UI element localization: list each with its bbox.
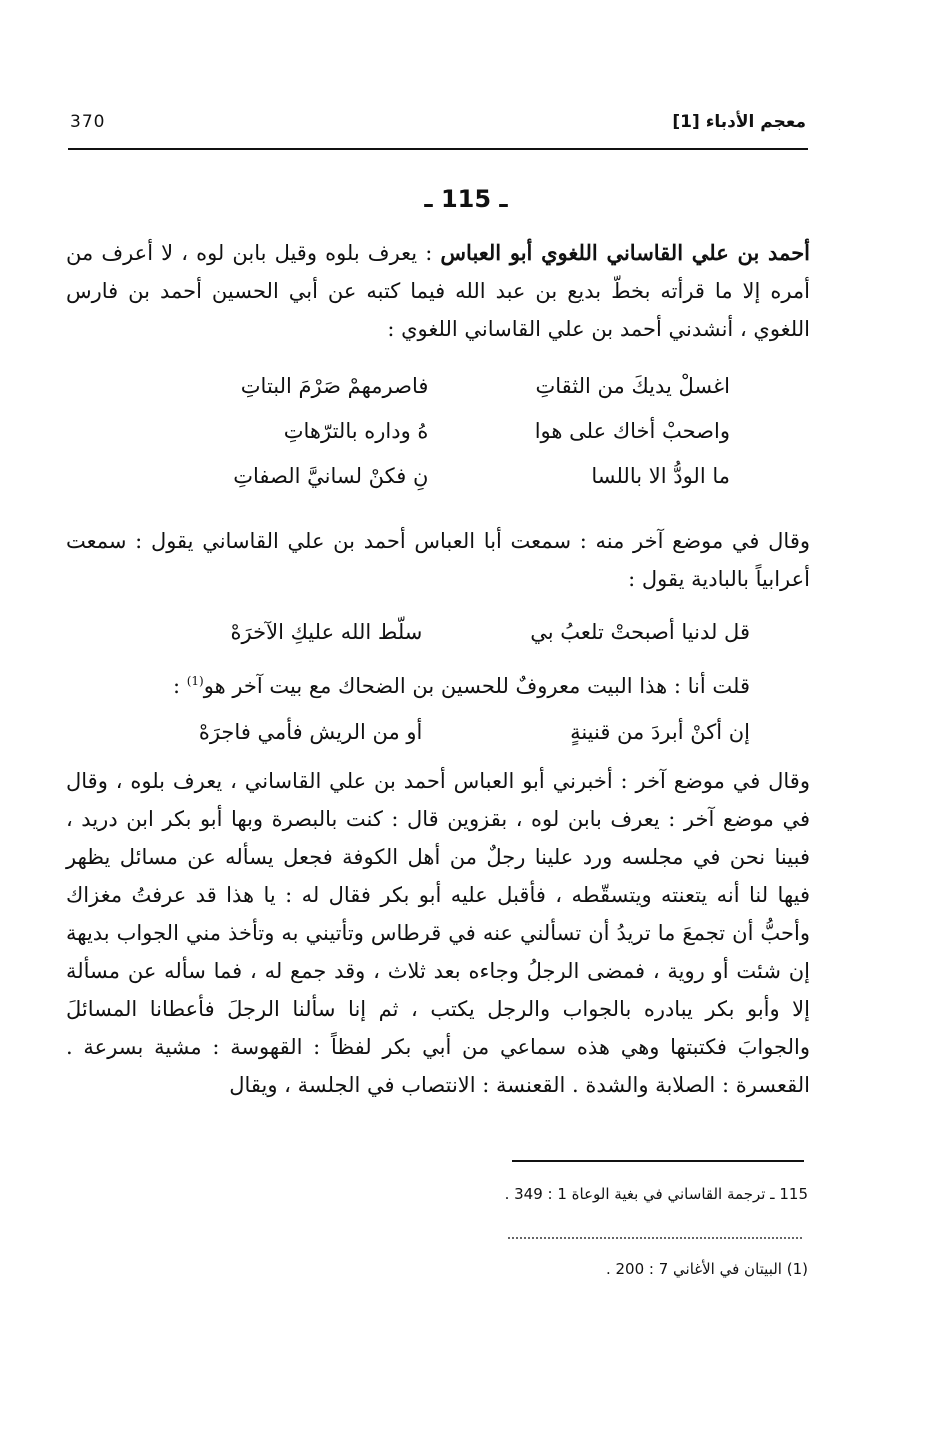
hemistich-second: فاصرمهمْ صَرْمَ البتاتِ	[240, 374, 429, 398]
paragraph-3-text: قلت أنا : هذا البيت معروفٌ للحسين بن الضحاك مع بيت آخر هو	[203, 674, 750, 698]
hemistich-second: سلّط الله عليكِ الآخرَهْ	[230, 620, 423, 644]
hemistich-first: قل لدنيا أصبحتْ تلعبُ بي	[530, 620, 750, 644]
paragraph-3	[120, 662, 750, 705]
page-header	[68, 108, 808, 148]
verse-line	[150, 409, 730, 454]
footnote-1: (1) البيتان في الأغاني 7 : 200 .	[605, 1260, 808, 1278]
paragraph-2	[66, 522, 810, 598]
verse-line	[150, 454, 730, 499]
paragraph-4	[66, 762, 810, 1104]
hemistich-second: هُ وداره بالترّهاتِ	[283, 419, 429, 443]
verse-line	[120, 610, 750, 655]
footnote-rule	[512, 1160, 804, 1162]
hemistich-second: أو من الريش فأمي فاجرَهْ	[198, 720, 423, 744]
intro-paragraph	[66, 234, 810, 348]
intro-text: : يعرف بلوه وقيل بابن لوه ، لا أعرف من أمره إلا ما قرأته بخطّ بديع بن عبد الله فيما كتبه عن أبي الحسين أحمد بن فارس اللغوي ، أنشدني أحمد بن علي القاساني اللغوي :	[66, 241, 810, 341]
verse-line	[150, 364, 730, 409]
hemistich-first: إن أكنْ أبردَ من قنينةٍ	[570, 720, 750, 744]
paragraph-text: وقال في موضع آخر : أخبرني أبو العباس أحمد بن علي القاساني ، يعرف بلوه ، وقال في موضع آخر : يعرف بابن لوه ، بقزوين قال : كنت بالبصرة وبها أبو بكر ابن دريد ، فبينا نحن في مجلسه ورد علينا رجلٌ من أهل الكوفة فجعل يسأله عن مسائل يظهر فيها لنا أنه يتعنته ويتسقّطه ، فأقبل عليه أبو بكر فقال له : يا هذا قد عرفتُ مغزاك وأحبُّ أن تجمعَ ما تريدُ أن تسألني عنه في قرطاس وتأتيني به وتأخذ مني الجواب بديهة إن شئت أو روية ، فمضى الرجلُ وجاءه بعد ثلاث ، وقد جمع له ، فما سأله عن مسألة إلا وأبو بكر يبادره بالجواب والرجل يكتب ، ثم إنا سألنا الرجلَ فأعطانا المسائلَ والجوابَ فكتبتها وهي هذه سماعي من أبي بكر لفظاً : القهوسة : مشية بسرعة . القعسرة : الصلابة والشدة . القعنسة : الانتصاب في الجلسة ، ويقال	[66, 769, 810, 1097]
hemistich-first: ما الودُّ الا باللسا	[591, 464, 730, 488]
page-number: 370	[70, 112, 106, 132]
hemistich-first: واصحبْ أخاك على هوا	[534, 419, 730, 443]
paragraph-3-tail: :	[172, 674, 187, 698]
hemistich-second: نِ فكنْ لسانيَّ الصفاتِ	[233, 464, 429, 488]
paragraph-text: وقال في موضع آخر منه : سمعت أبا العباس أحمد بن علي القاساني يقول : سمعت أعرابياً بالبادية يقول :	[66, 529, 810, 591]
verse-line	[120, 710, 750, 755]
running-title: معجم الأدباء [1]	[672, 112, 806, 132]
paragraph-text	[120, 662, 750, 705]
poem-2	[120, 610, 750, 655]
entry-intro	[66, 234, 810, 348]
entry-number: ـ 115 ـ	[424, 185, 508, 213]
footnote-entry: 115 ـ ترجمة القاساني في بغية الوعاة 1 : 349 .	[504, 1185, 808, 1203]
footnote-marker: (1)	[186, 674, 204, 688]
entry-name: أحمد بن علي القاساني اللغوي أبو العباس	[440, 240, 811, 265]
poem-1	[150, 364, 730, 499]
header-rule	[68, 148, 808, 150]
footnote-separator	[508, 1237, 802, 1239]
poem-3	[120, 710, 750, 755]
hemistich-first: اغسلْ يديكَ من الثقاتِ	[535, 374, 730, 398]
